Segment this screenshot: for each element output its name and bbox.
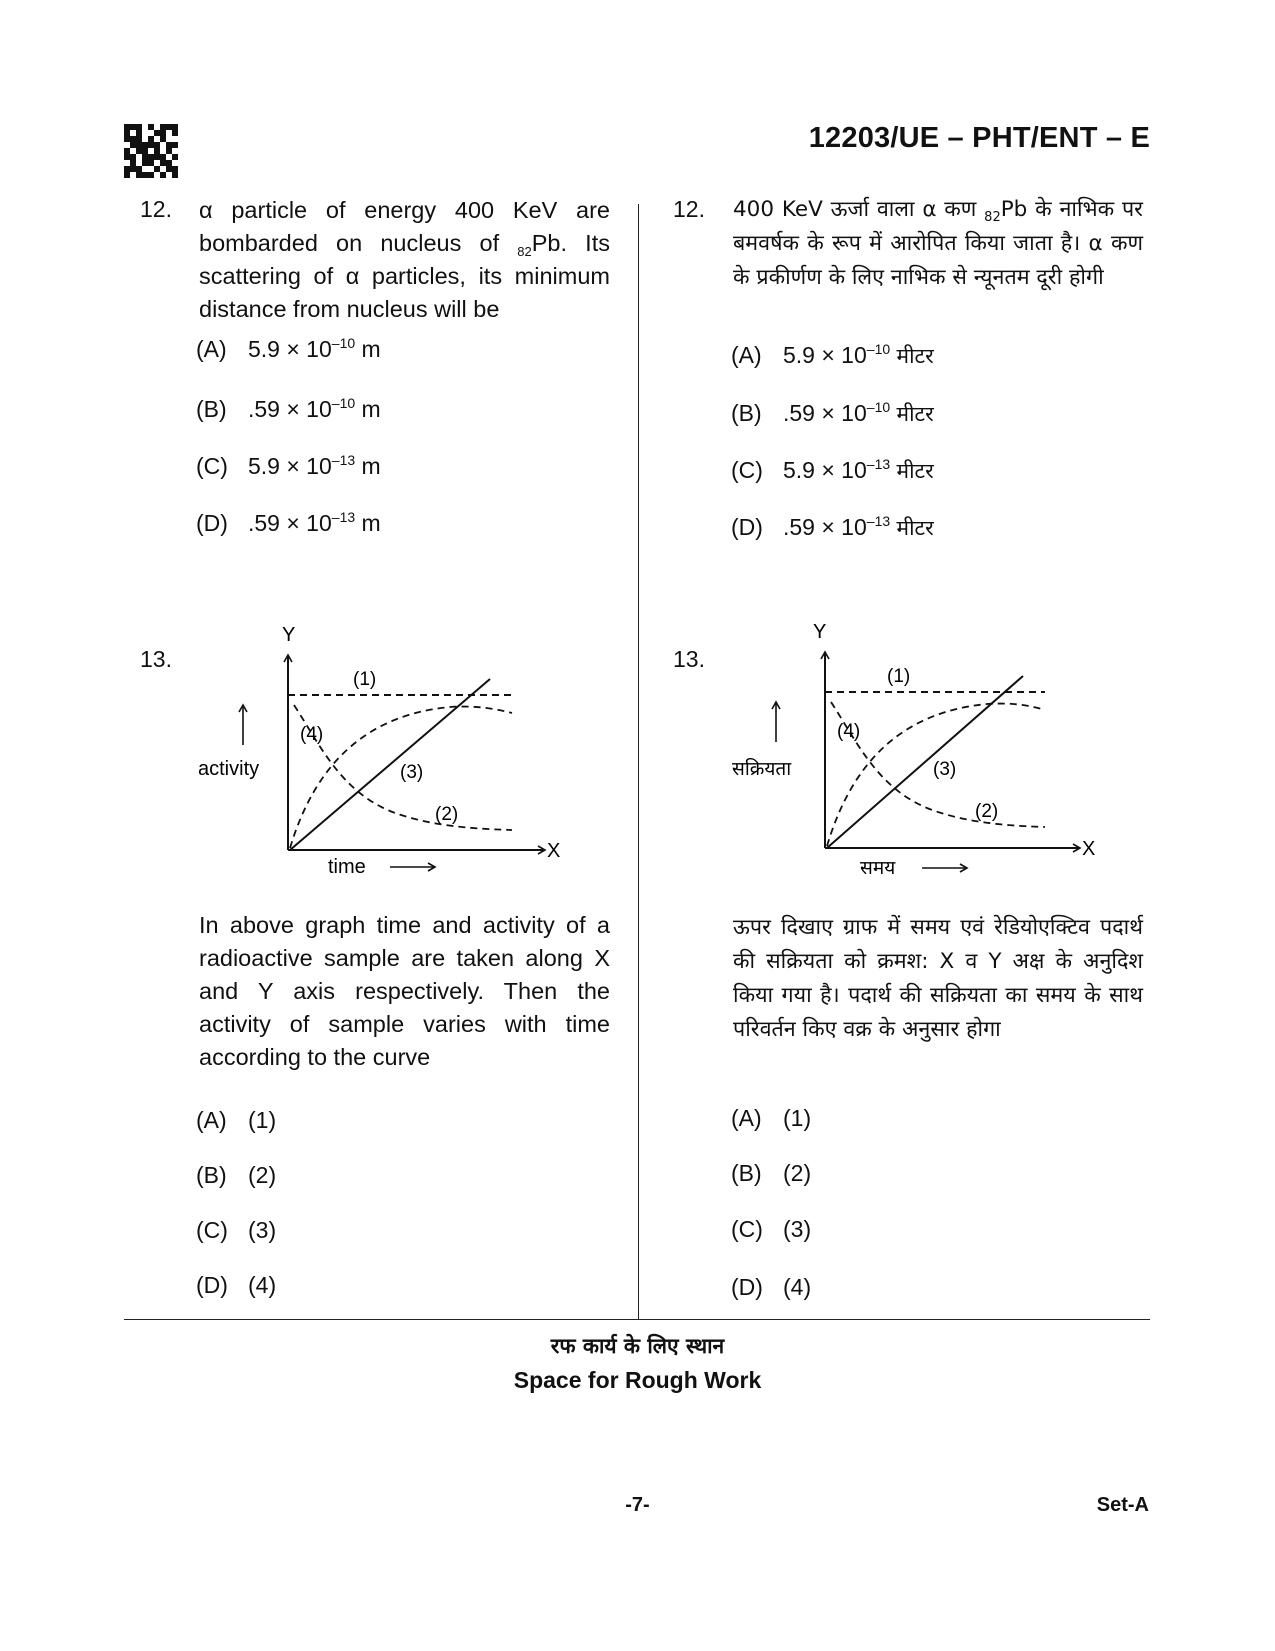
option-a[interactable] (196, 336, 381, 363)
qr-code (124, 124, 178, 178)
option-exponent: –13 (331, 452, 356, 468)
x-axis-letter: X (1082, 838, 1096, 860)
y-axis-letter: Y (813, 621, 827, 643)
curve-3-label: (3) (400, 762, 424, 783)
option-a[interactable] (731, 342, 934, 370)
option-value: (4) (783, 1274, 812, 1300)
option-unit: m (361, 453, 381, 479)
option-exponent: –10 (866, 399, 891, 415)
option-label: (C) (731, 457, 763, 483)
option-label: (C) (196, 1217, 228, 1243)
curve-1-label: (1) (887, 666, 911, 687)
option-a[interactable] (731, 1105, 811, 1132)
q12-text-part2: Pb के नाभिक पर बमवर्षक के रूप में आरोपित किया जाता है। α कण के प्रकीर्णण के लिए नाभिक से न्यूनतम दूरी होगी (733, 197, 1143, 290)
rough-work-hindi: रफ कार्य के लिए स्थान (550, 1334, 725, 1358)
q12-text-part2: Pb. Its scattering of α particles, its minimum distance from nucleus will be (199, 230, 610, 322)
column-divider (638, 204, 639, 1320)
option-unit: m (361, 336, 381, 362)
option-mantissa: 5.9 × 10 (248, 336, 332, 362)
option-value: (2) (248, 1162, 277, 1188)
option-d[interactable] (196, 1272, 276, 1299)
option-mantissa: 5.9 × 10 (783, 342, 867, 368)
option-value: (4) (248, 1272, 277, 1298)
option-label: (D) (731, 514, 763, 540)
x-axis-letter: X (547, 840, 561, 862)
option-label: (B) (196, 396, 227, 422)
option-exponent: –13 (331, 509, 356, 525)
rough-work-english: Space for Rough Work (513, 1367, 762, 1393)
option-value: (3) (783, 1216, 812, 1242)
set-label: Set-A (1096, 1494, 1149, 1516)
option-unit: मीटर (896, 459, 934, 483)
curve-3-label: (3) (933, 759, 957, 780)
option-mantissa: 5.9 × 10 (248, 453, 332, 479)
option-exponent: –13 (866, 456, 891, 472)
option-value: (2) (783, 1160, 812, 1186)
rough-work-divider (124, 1319, 1150, 1320)
option-label: (D) (196, 1272, 228, 1298)
option-b[interactable] (731, 1160, 811, 1187)
option-label: (B) (196, 1162, 227, 1188)
option-exponent: –13 (866, 513, 891, 529)
option-d[interactable] (731, 1274, 811, 1301)
option-label: (A) (731, 1105, 762, 1131)
x-axis-label: time (328, 856, 366, 878)
paper-code: 12203/UE – PHT/ENT – E (808, 122, 1150, 154)
page-number: -7- (625, 1494, 650, 1516)
option-label: (D) (731, 1274, 763, 1300)
question-12-text (733, 193, 1143, 295)
option-label: (C) (731, 1216, 763, 1242)
x-axis-label: समय (860, 858, 896, 879)
option-label: (D) (196, 510, 228, 536)
pb-atomic-number: 82 (984, 210, 1001, 225)
option-a[interactable] (196, 1107, 276, 1134)
question-number: 12. (673, 196, 705, 222)
q12-text-part1: 400 KeV ऊर्जा वाला α कण (733, 197, 985, 222)
option-c[interactable] (731, 457, 934, 485)
option-value: (3) (248, 1217, 277, 1243)
activity-time-graph (190, 615, 570, 885)
option-label: (B) (731, 400, 762, 426)
question-13-text: ऊपर दिखाए ग्राफ में समय एवं रेडियोएक्टिव पदार्थ की सक्रियता को क्रमश: X व Y अक्ष के अनुदिश किया गया है। पदार्थ की सक्रियता का समय के साथ परिवर्तन किए वक्र के अनुसार होगा (733, 915, 1143, 1042)
option-value: (1) (248, 1107, 277, 1133)
option-c[interactable] (196, 453, 381, 480)
question-number: 13. (140, 646, 172, 672)
option-label: (C) (196, 453, 228, 479)
curve-1-label: (1) (353, 669, 377, 690)
option-unit: मीटर (896, 402, 934, 426)
y-axis-label: activity (198, 758, 260, 780)
question-12-text (199, 194, 610, 326)
option-unit: मीटर (896, 344, 934, 368)
q12-text-part1: α particle of energy 400 KeV are bombarded on nucleus of (199, 197, 610, 256)
option-mantissa: .59 × 10 (783, 400, 867, 426)
option-mantissa: .59 × 10 (783, 514, 867, 540)
y-axis-label: सक्रियता (732, 759, 792, 780)
option-unit: m (361, 510, 381, 536)
curve-2-label: (2) (435, 804, 459, 825)
curve-3 (290, 679, 490, 850)
option-unit: मीटर (896, 516, 934, 540)
question-number: 13. (673, 646, 705, 672)
option-c[interactable] (731, 1216, 811, 1243)
option-c[interactable] (196, 1217, 276, 1244)
option-exponent: –10 (866, 341, 891, 357)
option-b[interactable] (196, 1162, 276, 1189)
option-unit: m (361, 396, 381, 422)
option-label: (A) (196, 1107, 227, 1133)
curve-4-label: (4) (837, 721, 861, 742)
curve-3 (827, 676, 1023, 848)
option-exponent: –10 (331, 395, 356, 411)
option-b[interactable] (731, 400, 934, 428)
option-mantissa: .59 × 10 (248, 510, 332, 536)
option-d[interactable] (196, 510, 381, 537)
pb-atomic-number: 82 (517, 244, 532, 259)
option-b[interactable] (196, 396, 381, 423)
question-13-text: In above graph time and activity of a radioactive sample are taken along X and Y axis respectively. Then the activity of sample varies with time according to the curve (199, 912, 610, 1070)
activity-time-graph (725, 612, 1110, 892)
option-label: (A) (196, 336, 227, 362)
option-mantissa: 5.9 × 10 (783, 457, 867, 483)
option-exponent: –10 (331, 335, 356, 351)
option-d[interactable] (731, 514, 934, 542)
curve-2-label: (2) (975, 801, 999, 822)
option-mantissa: .59 × 10 (248, 396, 332, 422)
y-axis-letter: Y (282, 624, 296, 646)
option-label: (B) (731, 1160, 762, 1186)
option-value: (1) (783, 1105, 812, 1131)
curve-4-label: (4) (300, 724, 324, 745)
option-label: (A) (731, 342, 762, 368)
question-number: 12. (140, 196, 172, 222)
